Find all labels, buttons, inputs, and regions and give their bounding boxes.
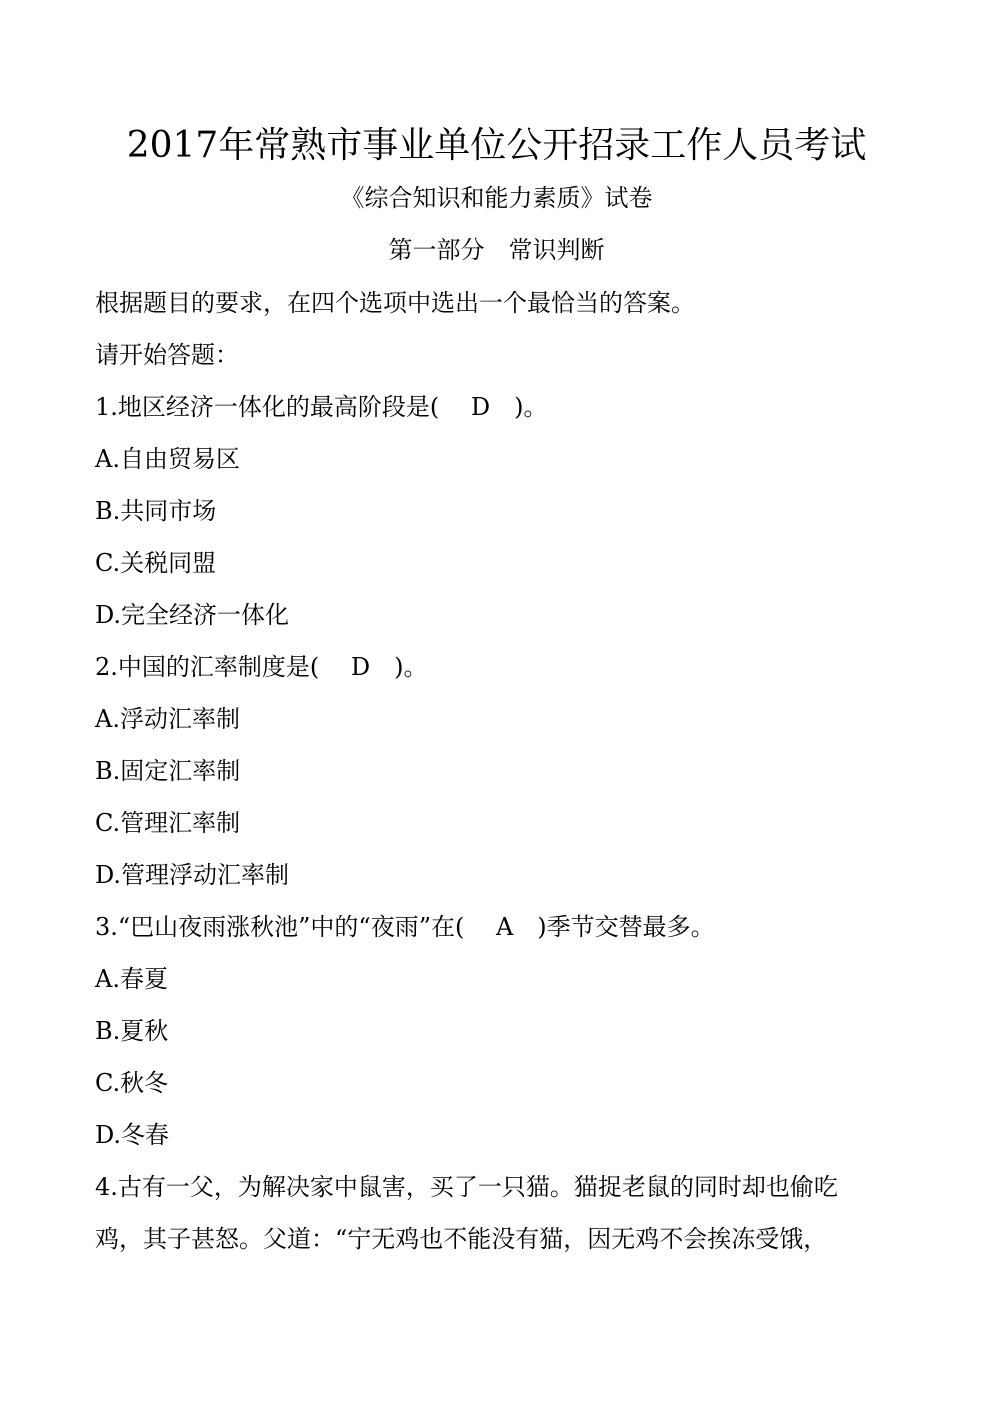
document-subtitle: 《综合知识和能力素质》试卷 <box>340 184 653 212</box>
question-2-option-b: B.固定汇率制 <box>95 757 241 785</box>
question-2-stem: 2.中国的汇率制度是( D )。 <box>95 653 428 681</box>
question-2-option-c: C.管理汇率制 <box>95 809 241 837</box>
question-1-option-c: C.关税同盟 <box>95 549 217 577</box>
start-prompt: 请开始答题： <box>95 341 239 369</box>
question-3-stem: 3.“巴山夜雨涨秋池”中的“夜雨”在( A )季节交替最多。 <box>95 913 715 941</box>
question-3-option-b: B.夏秋 <box>95 1017 169 1045</box>
question-4-stem-line-1: 4.古有一父，为解决家中鼠害，买了一只猫。猫捉老鼠的同时却也偷吃 <box>95 1173 838 1201</box>
question-2-option-a: A.浮动汇率制 <box>95 705 240 733</box>
question-1-option-d: D.完全经济一体化 <box>95 601 290 629</box>
document-title: 2017年常熟市事业单位公开招录工作人员考试 <box>126 125 867 166</box>
question-1-option-b: B.共同市场 <box>95 497 217 525</box>
question-3-option-a: A.春夏 <box>95 965 168 993</box>
question-1-stem: 1.地区经济一体化的最高阶段是( D )。 <box>95 393 548 421</box>
question-1-option-a: A.自由贸易区 <box>95 445 240 473</box>
instructions-text: 根据题目的要求，在四个选项中选出一个最恰当的答案。 <box>95 289 695 317</box>
question-3-option-c: C.秋冬 <box>95 1069 169 1097</box>
question-2-option-d: D.管理浮动汇率制 <box>95 861 290 889</box>
question-4-stem-line-2: 鸡，其子甚怒。父道：“宁无鸡也不能没有猫，因无鸡不会挨冻受饿， <box>95 1225 828 1253</box>
question-3-option-d: D.冬春 <box>95 1121 170 1149</box>
section-heading: 第一部分 常识判断 <box>388 236 605 264</box>
